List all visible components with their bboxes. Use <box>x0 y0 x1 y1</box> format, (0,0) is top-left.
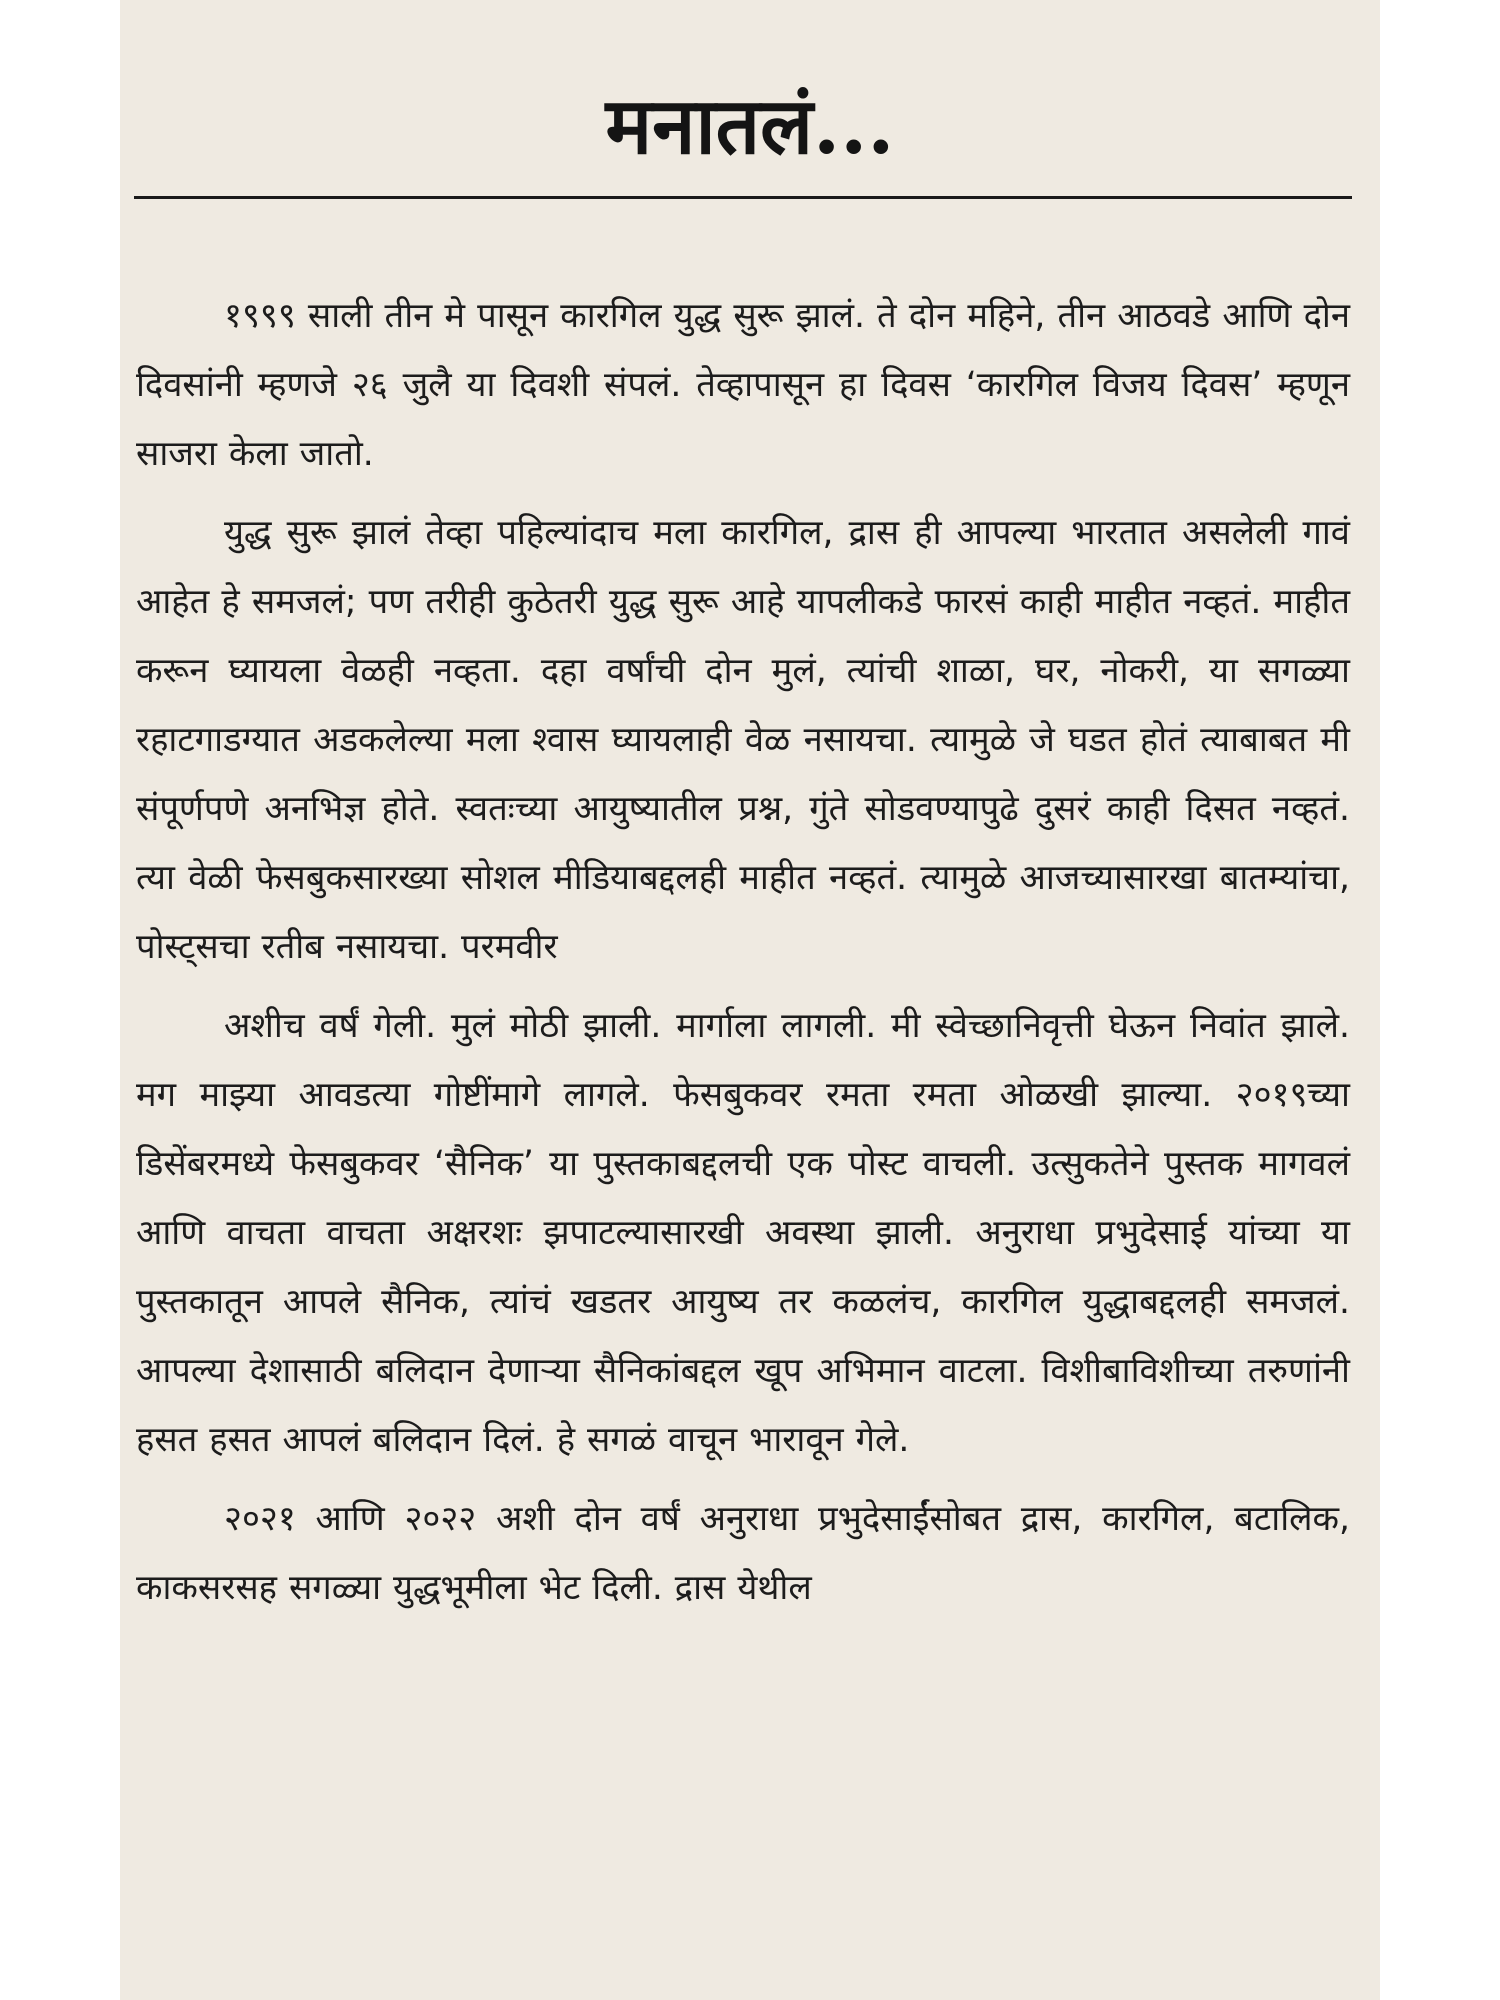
title-divider <box>134 196 1352 199</box>
page-title: मनातलं... <box>605 81 895 172</box>
book-page <box>120 0 1380 2000</box>
paragraph-1: १९९९ साली तीन मे पासून कारगिल युद्ध सुरू झालं. ते दोन महिने, तीन आठवडे आणि दोन दिवसांनी म्हणजे २६ जुलै या दिवशी संपलं. तेव्हापासून हा दिवस ‘कारगिल विजय दिवस’ म्हणून साजरा केला जातो. <box>136 296 1350 474</box>
paragraph-2: युद्ध सुरू झालं तेव्हा पहिल्यांदाच मला कारगिल, द्रास ही आपल्या भारतात असलेली गावं आहेत हे समजलं; पण तरीही कुठेतरी युद्ध सुरू आहे यापलीकडे फारसं काही माहीत नव्हतं. माहीत करून घ्यायला वेळही नव्हता. दहा वर्षांची दोन मुलं, त्यांची शाळा, घर, नोकरी, या सगळ्या रहाटगाडग्यात अडकलेल्या मला श्वास घ्यायलाही वेळ नसायचा. त्यामुळे जे घडत होतं त्याबाबत मी संपूर्णपणे अनभिज्ञ होते. स्वतःच्या आयुष्यातील प्रश्न, गुंते सोडवण्यापुढे दुसरं काही दिसत नव्हतं. त्या वेळी फेसबुकसारख्या सोशल मीडियाबद्दलही माहीत नव्हतं. त्यामुळे आजच्यासारखा बातम्यांचा, पोस्ट्सचा रतीब नसायचा. परमवीर <box>136 513 1350 967</box>
paragraph-3: अशीच वर्षं गेली. मुलं मोठी झाली. मार्गाला लागली. मी स्वेच्छानिवृत्ती घेऊन निवांत झाले. मग माझ्या आवडत्या गोष्टींमागे लागले. फेसबुकवर रमता रमता ओळखी झाल्या. २०१९च्या डिसेंबरमध्ये फेसबुकवर ‘सैनिक’ या पुस्तकाबद्दलची एक पोस्ट वाचली. उत्सुकतेने पुस्तक मागवलं आणि वाचता वाचता अक्षरशः झपाटल्यासारखी अवस्था झाली. अनुराधा प्रभुदेसाई यांच्या या पुस्तकातून आपले सैनिक, त्यांचं खडतर आयुष्य तर कळलंच, कारगिल युद्धाबद्दलही समजलं. आपल्या देशासाठी बलिदान देणाऱ्या सैनिकांबद्दल खूप अभिमान वाटला. विशीबाविशीच्या तरुणांनी हसत हसत आपलं बलिदान दिलं. हे सगळं वाचून भारावून गेले. <box>136 1006 1350 1460</box>
page-body <box>136 282 1350 1623</box>
paragraph-4: २०२१ आणि २०२२ अशी दोन वर्षं अनुराधा प्रभुदेसाईंसोबत द्रास, कारगिल, बटालिक, काकसरसह सगळ्या युद्धभूमीला भेट दिली. द्रास येथील <box>136 1499 1350 1608</box>
